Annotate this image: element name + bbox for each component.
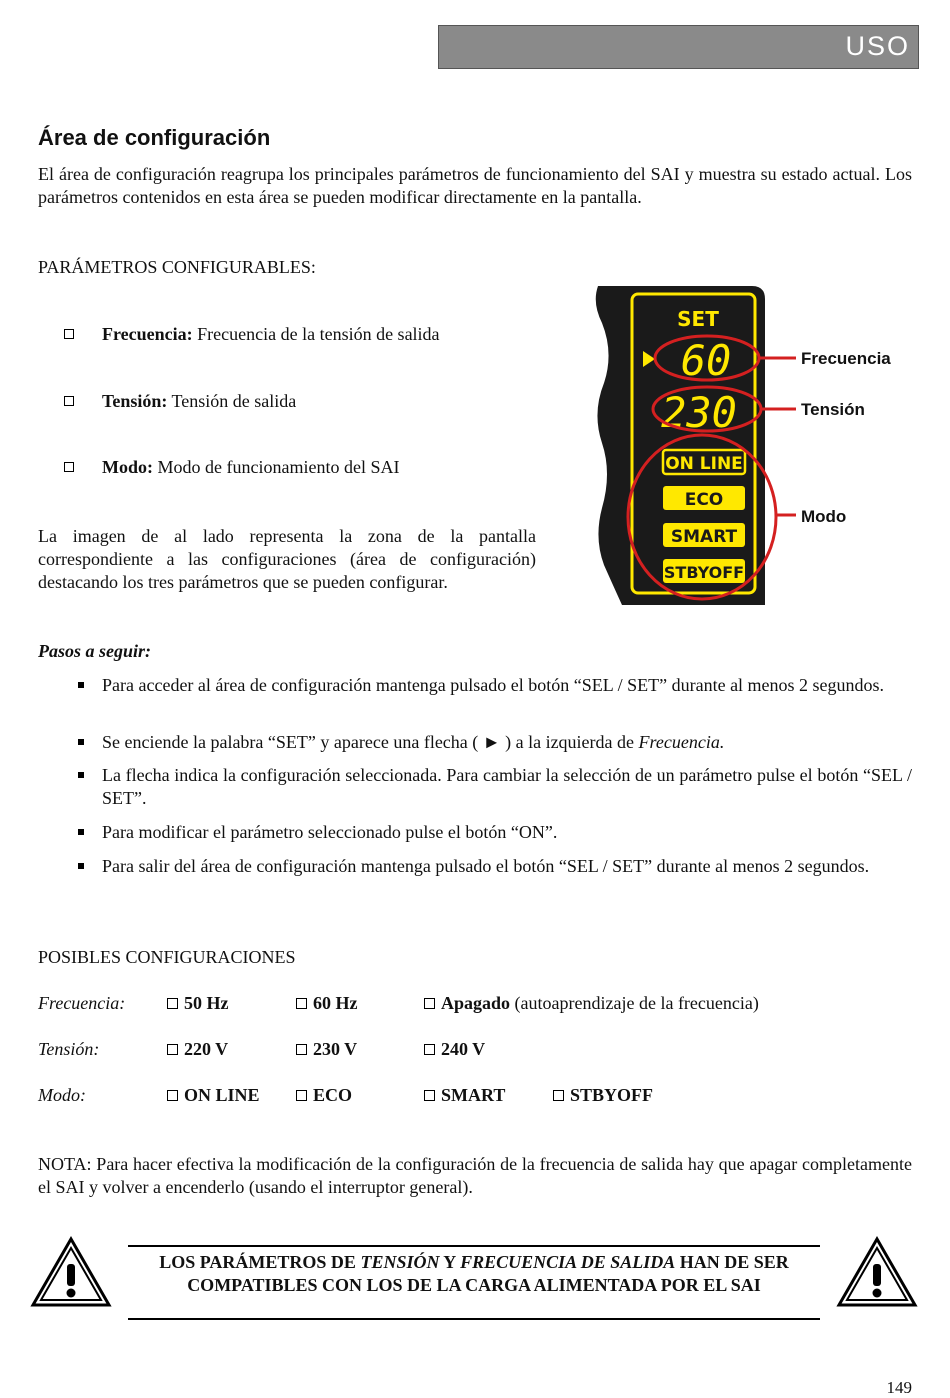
- image-caption-paragraph: La imagen de al lado representa la zona de la pantalla correspondiente a las configuraciones (área de configuración) destacando los tres parámetros que se pueden configurar.: [38, 526, 536, 592]
- step-text-main: Se enciende la palabra “SET” y aparece una flecha ( ► ) a la izquierda de: [102, 732, 639, 752]
- option-box-icon: [424, 1044, 435, 1055]
- option-box-icon: [296, 998, 307, 1009]
- warning-icon: [30, 1236, 112, 1308]
- checkbox-icon: [64, 462, 74, 472]
- step-text: [102, 731, 912, 754]
- step-text: Para acceder al área de configuración mantenga pulsado el botón “SEL / SET” durante al menos 2 segundos.: [102, 675, 885, 695]
- bullet-icon: [78, 682, 84, 688]
- frequency-options-label: Frecuencia:: [38, 993, 126, 1013]
- option-box-icon: [167, 1044, 178, 1055]
- step-text: Para modificar el parámetro seleccionado pulse el botón “ON”.: [102, 822, 558, 842]
- section-header-title: USO: [845, 31, 910, 61]
- warning-text: LOS PARÁMETROS DE: [159, 1252, 361, 1272]
- mode-label-stbyoff: STBYOFF: [663, 563, 745, 582]
- voltage-value: 230: [661, 388, 737, 437]
- mode-options-label: Modo:: [38, 1085, 86, 1105]
- frequency-callout-label: Frecuencia: [801, 349, 891, 368]
- option-text: 60 Hz: [313, 993, 358, 1013]
- option-smart: [424, 1085, 505, 1106]
- param-term: Modo:: [102, 457, 153, 477]
- mode-label-smart: SMART: [670, 527, 738, 547]
- configuration-display-illustration: [590, 283, 910, 613]
- mode-label-eco: ECO: [684, 490, 724, 510]
- option-eco: [296, 1085, 352, 1106]
- option-text: 240 V: [441, 1039, 486, 1059]
- bullet-icon: [78, 829, 84, 835]
- option-box-icon: [296, 1090, 307, 1101]
- page-number: 149: [886, 1378, 912, 1397]
- section-header-bar: [438, 25, 919, 69]
- option-240v: [424, 1039, 485, 1060]
- bullet-icon: [78, 739, 84, 745]
- options-heading: POSIBLES CONFIGURACIONES: [38, 947, 296, 967]
- option-230v: [296, 1039, 357, 1060]
- option-note: (autoaprendizaje de la frecuencia): [510, 993, 759, 1013]
- option-stbyoff: [553, 1085, 653, 1106]
- page-title: Área de configuración: [38, 125, 271, 150]
- voltage-options-label: Tensión:: [38, 1039, 100, 1059]
- mode-label-online: ON LINE: [665, 454, 743, 474]
- warning-message: [128, 1245, 820, 1320]
- option-box-icon: [553, 1090, 564, 1101]
- voltage-callout-label: Tensión: [801, 400, 865, 419]
- step-text: Para salir del área de configuración mantenga pulsado el botón “SEL / SET” durante al menos 2 segundos.: [102, 856, 870, 876]
- list-item-frecuencia: [64, 324, 440, 345]
- bullet-icon: [78, 772, 84, 778]
- option-box-icon: [424, 1090, 435, 1101]
- params-heading: PARÁMETROS CONFIGURABLES:: [38, 257, 316, 277]
- list-item: [78, 674, 912, 697]
- option-text: 230 V: [313, 1039, 358, 1059]
- list-item-tension: [64, 391, 296, 412]
- steps-heading: Pasos a seguir:: [38, 641, 152, 661]
- option-text: 50 Hz: [184, 993, 229, 1013]
- option-text: SMART: [441, 1085, 506, 1105]
- list-item-modo: [64, 457, 399, 478]
- option-text: 220 V: [184, 1039, 229, 1059]
- checkbox-icon: [64, 329, 74, 339]
- param-term: Tensión:: [102, 391, 168, 411]
- option-text: ON LINE: [184, 1085, 260, 1105]
- warning-text: HAN DE SER COMPATIBLES CON LOS DE LA CARGA ALIMENTADA POR EL SAI: [187, 1252, 789, 1295]
- step-text-italic: Frecuencia.: [638, 732, 725, 752]
- option-220v: [167, 1039, 228, 1060]
- mode-callout-label: Modo: [801, 507, 847, 526]
- bullet-icon: [78, 863, 84, 869]
- param-desc: Tensión de salida: [167, 391, 297, 411]
- warning-text: Y: [439, 1252, 461, 1272]
- list-item: [78, 855, 912, 878]
- option-50hz: [167, 993, 229, 1014]
- option-online: [167, 1085, 260, 1106]
- option-text: ECO: [313, 1085, 353, 1105]
- param-desc: Frecuencia de la tensión de salida: [192, 324, 440, 344]
- intro-paragraph: El área de configuración reagrupa los principales parámetros de funcionamiento del SAI y muestra su estado actual. Los parámetros contenidos en esta área se pueden modificar directamente en la pantalla.: [38, 164, 912, 207]
- option-text: Apagado: [441, 993, 511, 1013]
- checkbox-icon: [64, 396, 74, 406]
- list-item: [78, 731, 912, 754]
- note-paragraph: NOTA: Para hacer efectiva la modificación de la configuración de la frecuencia de salida hay que apagar completamente el SAI y volver a encenderlo (usando el interruptor general).: [38, 1154, 912, 1197]
- warning-text-italic: TENSIÓN: [360, 1252, 440, 1272]
- option-box-icon: [296, 1044, 307, 1055]
- list-item: [78, 764, 912, 810]
- option-60hz: [296, 993, 358, 1014]
- option-text: STBYOFF: [570, 1085, 654, 1105]
- warning-text-italic: FRECUENCIA DE SALIDA: [460, 1252, 676, 1272]
- option-apagado: [424, 993, 759, 1014]
- option-box-icon: [424, 998, 435, 1009]
- option-box-icon: [167, 1090, 178, 1101]
- frequency-value: 60: [680, 336, 732, 385]
- param-term: Frecuencia:: [102, 324, 193, 344]
- list-item: [78, 821, 912, 844]
- set-indicator: SET: [677, 307, 719, 331]
- warning-icon: [836, 1236, 918, 1308]
- option-box-icon: [167, 998, 178, 1009]
- step-text: La flecha indica la configuración seleccionada. Para cambiar la selección de un parámetro pulse el botón “SEL / SET”.: [102, 765, 912, 808]
- param-desc: Modo de funcionamiento del SAI: [153, 457, 400, 477]
